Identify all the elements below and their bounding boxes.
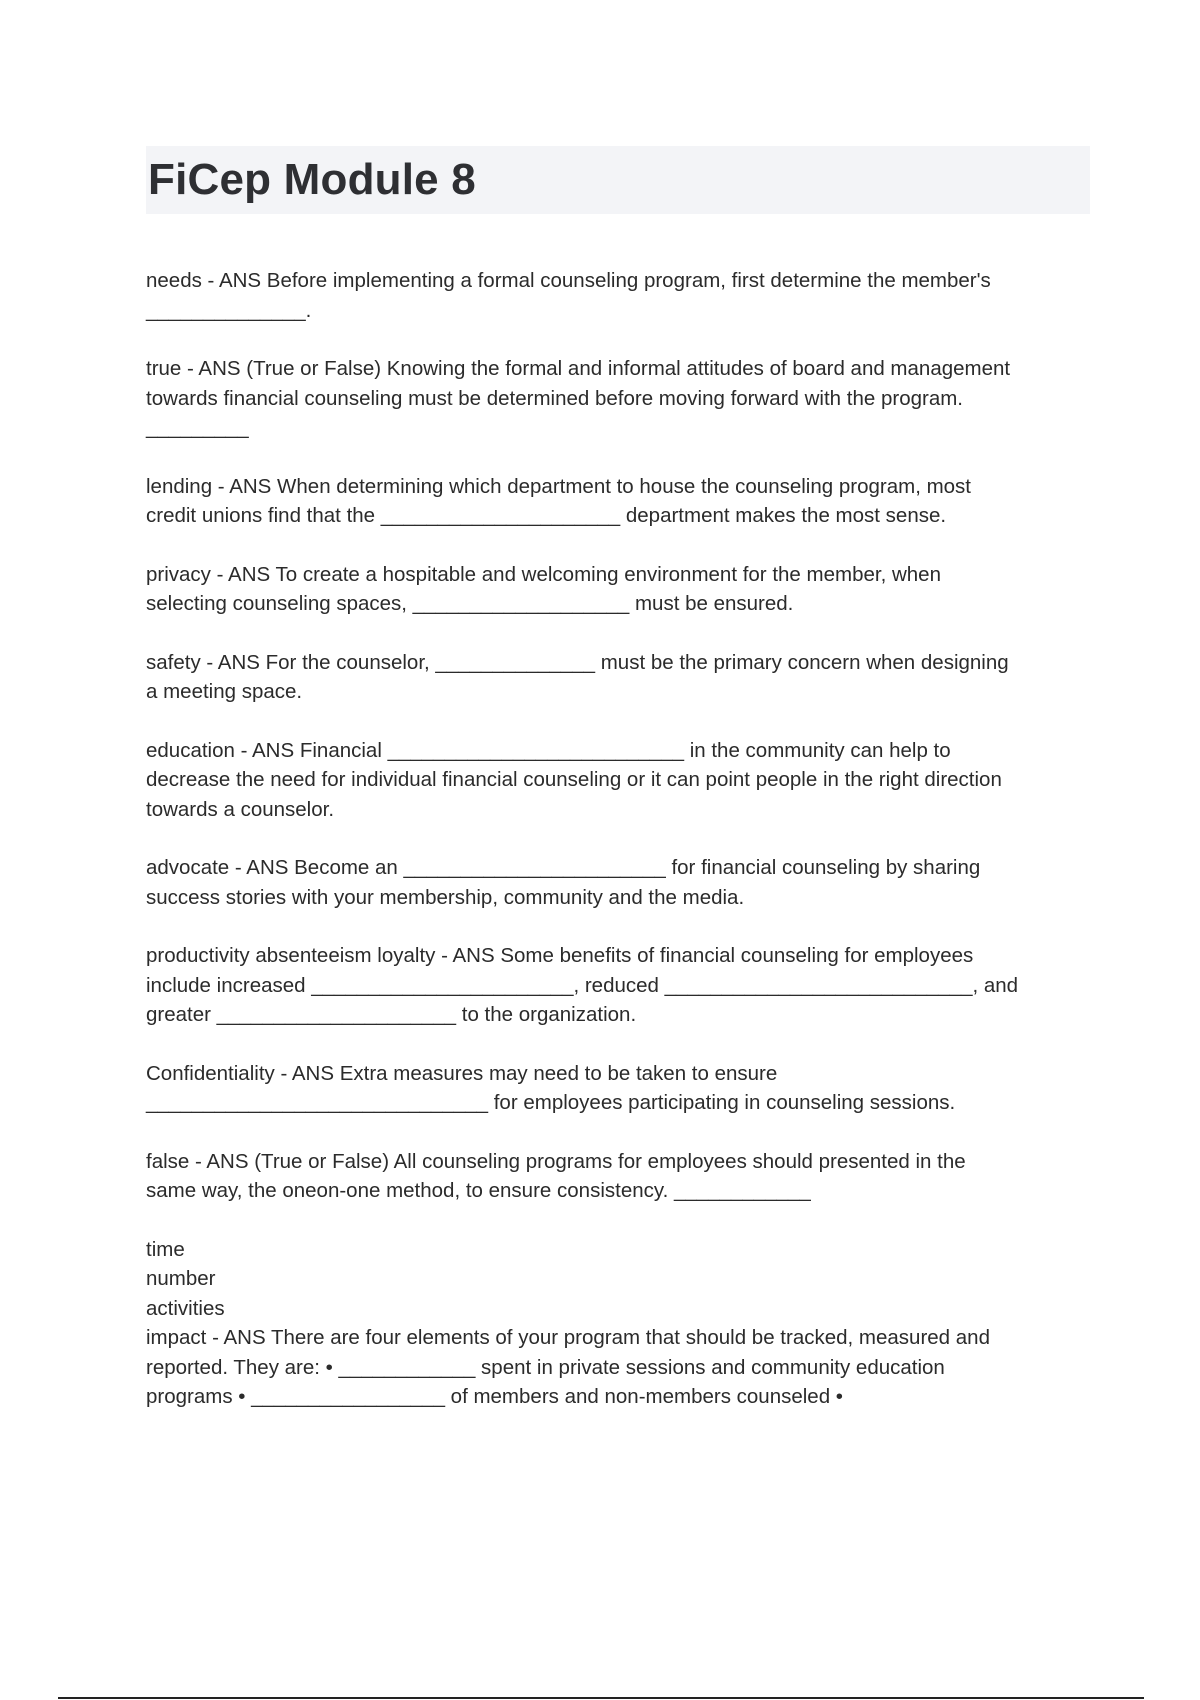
flashcard-item: false - ANS (True or False) All counseling programs for employees should presented in the same way, the oneon-one method, to ensure consistency. ____________: [146, 1149, 966, 1202]
footer-divider: [58, 1697, 1144, 1699]
flashcard-item: privacy - ANS To create a hospitable and welcoming environment for the member, when selecting counseling spaces, ___________________ must be ensured.: [146, 562, 941, 615]
flashcard-item: needs - ANS Before implementing a formal counseling program, first determine the member's ______________.: [146, 269, 991, 322]
flashcard-item: advocate - ANS Become an _______________________ for financial counseling by sharing success stories with your membership, community and the media.: [146, 856, 981, 909]
title-banner: [146, 146, 1090, 214]
page-title: FiCep Module 8: [148, 155, 476, 204]
flashcard-item: lending - ANS When determining which department to house the counseling program, most credit unions find that the _____________________ department makes the most sense.: [146, 474, 972, 527]
flashcard-item: true - ANS (True or False) Knowing the formal and informal attitudes of board and management towards financial counseling must be determined before moving forward with the program. _________: [146, 357, 1011, 439]
flashcard-item: education - ANS Financial __________________________ in the community can help to decrease the need for individual financial counseling or it can point people in the right direction towards a counselor.: [146, 738, 1002, 821]
flashcard-item: Confidentiality - ANS Extra measures may need to be taken to ensure ______________________________ for employees participating in counseling sessions.: [146, 1061, 956, 1114]
flashcard-item: time number activities impact - ANS There are four elements of your program that should be tracked, measured and reported. They are: • ____________ spent in private sessions and community education programs • _________________ of members and non-members counseled •: [146, 1237, 990, 1408]
flashcard-item: productivity absenteeism loyalty - ANS Some benefits of financial counseling for employees include increased _______________________, reduced ___________________________, and greater _____________________ to the organization.: [146, 944, 1019, 1026]
flashcard-item: safety - ANS For the counselor, ______________ must be the primary concern when designing a meeting space.: [146, 650, 1009, 703]
flashcard-list: [146, 266, 1090, 1441]
